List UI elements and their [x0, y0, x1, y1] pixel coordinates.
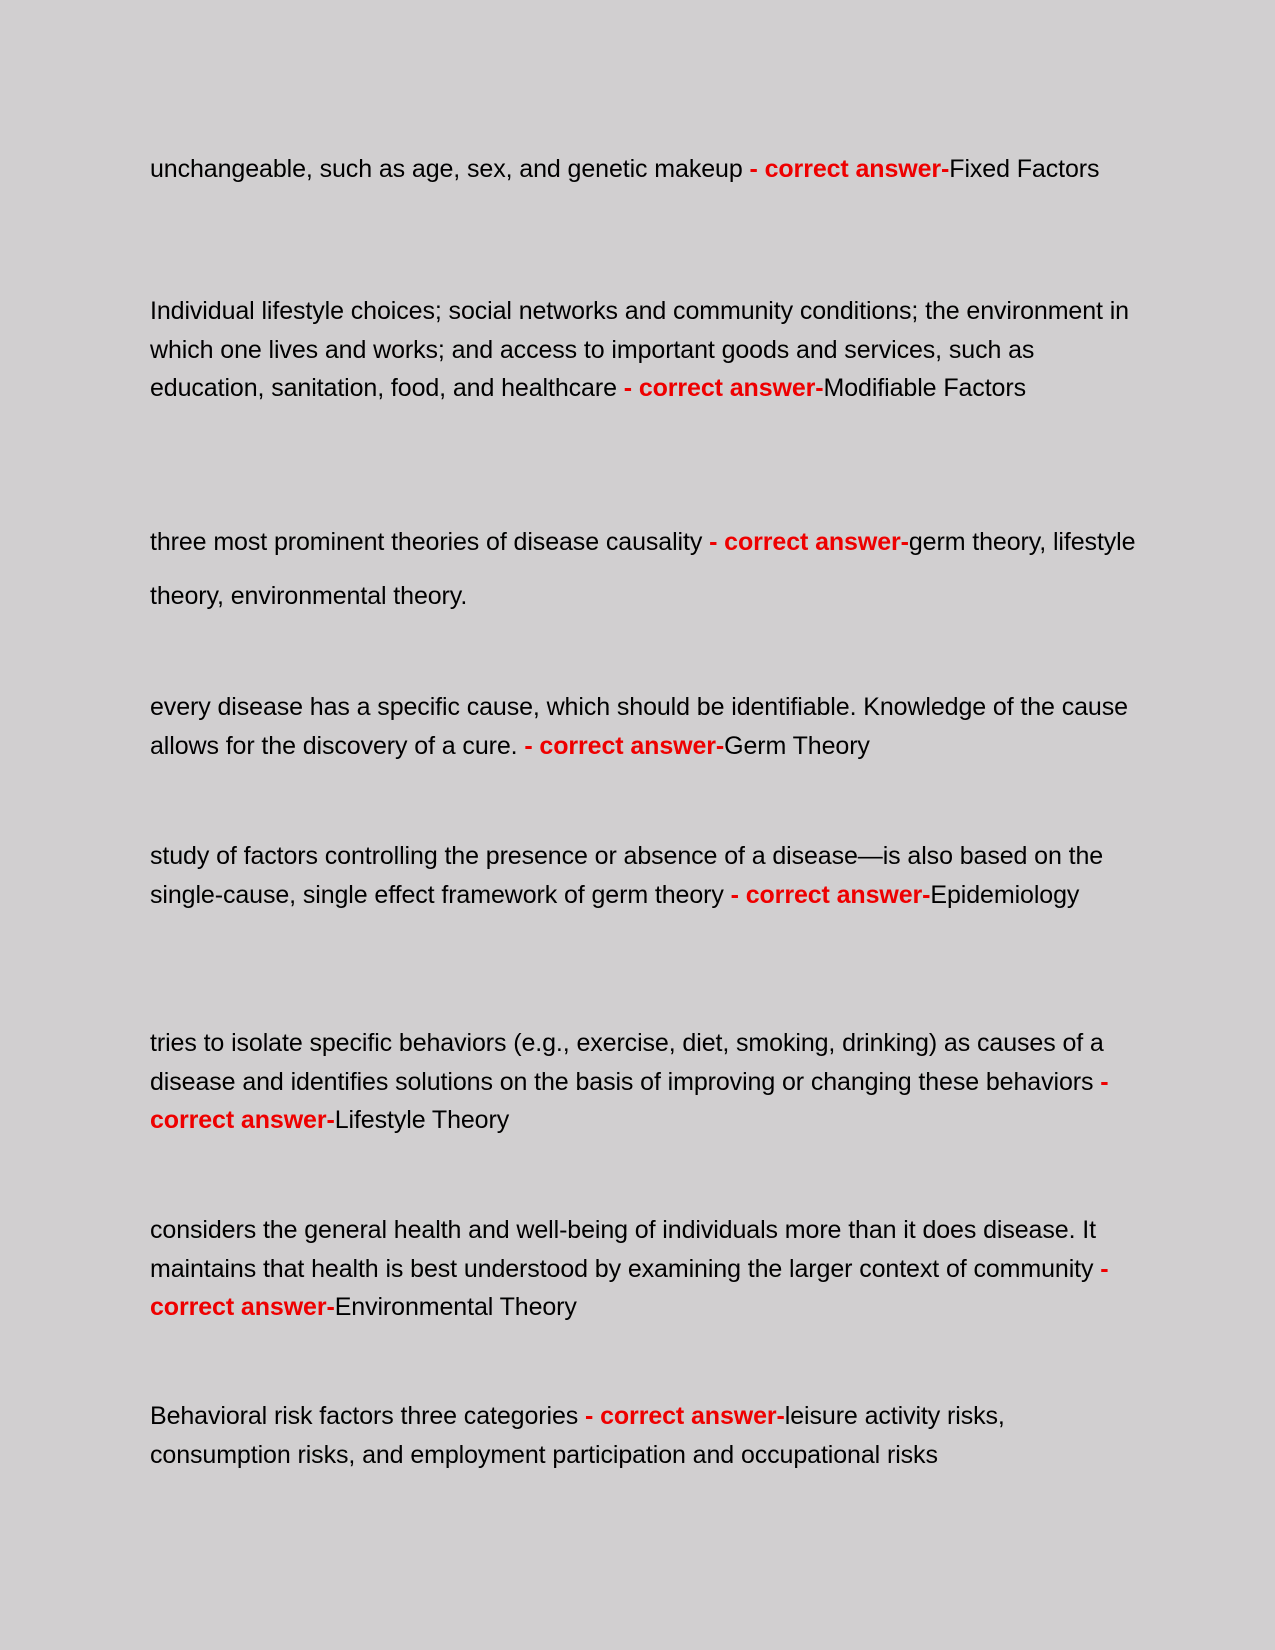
question-text: every disease has a specific cause, which should be identifiable. Knowledge of the cause allows for the discovery of a cure.: [150, 693, 1128, 760]
correct-answer-label: - correct answer-: [730, 880, 931, 909]
qa-item-3: [150, 515, 1150, 623]
question-text: considers the general health and well-being of individuals more than it does disease. It maintains that health is best understood by examining the larger context of community: [150, 1216, 1096, 1283]
correct-answer-label: - correct answer-: [150, 1067, 1109, 1134]
correct-answer-label: - correct answer-: [524, 731, 725, 760]
answer-text: Environmental Theory: [334, 1293, 577, 1321]
question-text: three most prominent theories of disease causality: [150, 528, 703, 556]
correct-answer-label: - correct answer-: [585, 1402, 785, 1430]
qa-item-6: [150, 1024, 1150, 1140]
qa-item-4: [150, 688, 1150, 765]
question-text: study of factors controlling the presence or absence of a disease—is also based on the single-cause, single effect framework of germ theory: [150, 842, 1104, 909]
qa-item-8: [150, 1397, 1150, 1474]
correct-answer-label: - correct answer-: [623, 374, 824, 402]
qa-item-2: [150, 292, 1150, 408]
qa-item-7: [150, 1211, 1150, 1327]
answer-text: leisure activity risks, consumption risks, and employment participation and occupational risks: [150, 1402, 1005, 1469]
question-text: Behavioral risk factors three categories: [150, 1402, 579, 1430]
answer-text: Epidemiology: [930, 880, 1080, 909]
answer-text: Modifiable Factors: [823, 374, 1026, 402]
correct-answer-label: - correct answer-: [150, 1254, 1109, 1321]
qa-item-1: [150, 150, 1150, 189]
question-text: tries to isolate specific behaviors (e.g., exercise, diet, smoking, drinking) as causes of a disease and identifies solutions on the basis of improving or changing these behaviors: [150, 1029, 1104, 1096]
answer-text: Fixed Factors: [949, 155, 1100, 183]
question-text: Individual lifestyle choices; social networks and community conditions; the environment in which one lives and works; and access to important goods and services, such as education, sanitation, food, and healthcare: [150, 297, 1129, 402]
answer-text: Lifestyle Theory: [334, 1106, 510, 1134]
qa-item-5: [150, 837, 1150, 914]
correct-answer-label: - correct answer-: [749, 155, 950, 183]
answer-text: Germ Theory: [724, 731, 870, 760]
question-text: unchangeable, such as age, sex, and genetic makeup: [150, 155, 743, 183]
correct-answer-label: - correct answer-: [709, 528, 909, 556]
answer-text: germ theory, lifestyle theory, environmental theory.: [150, 528, 1136, 610]
